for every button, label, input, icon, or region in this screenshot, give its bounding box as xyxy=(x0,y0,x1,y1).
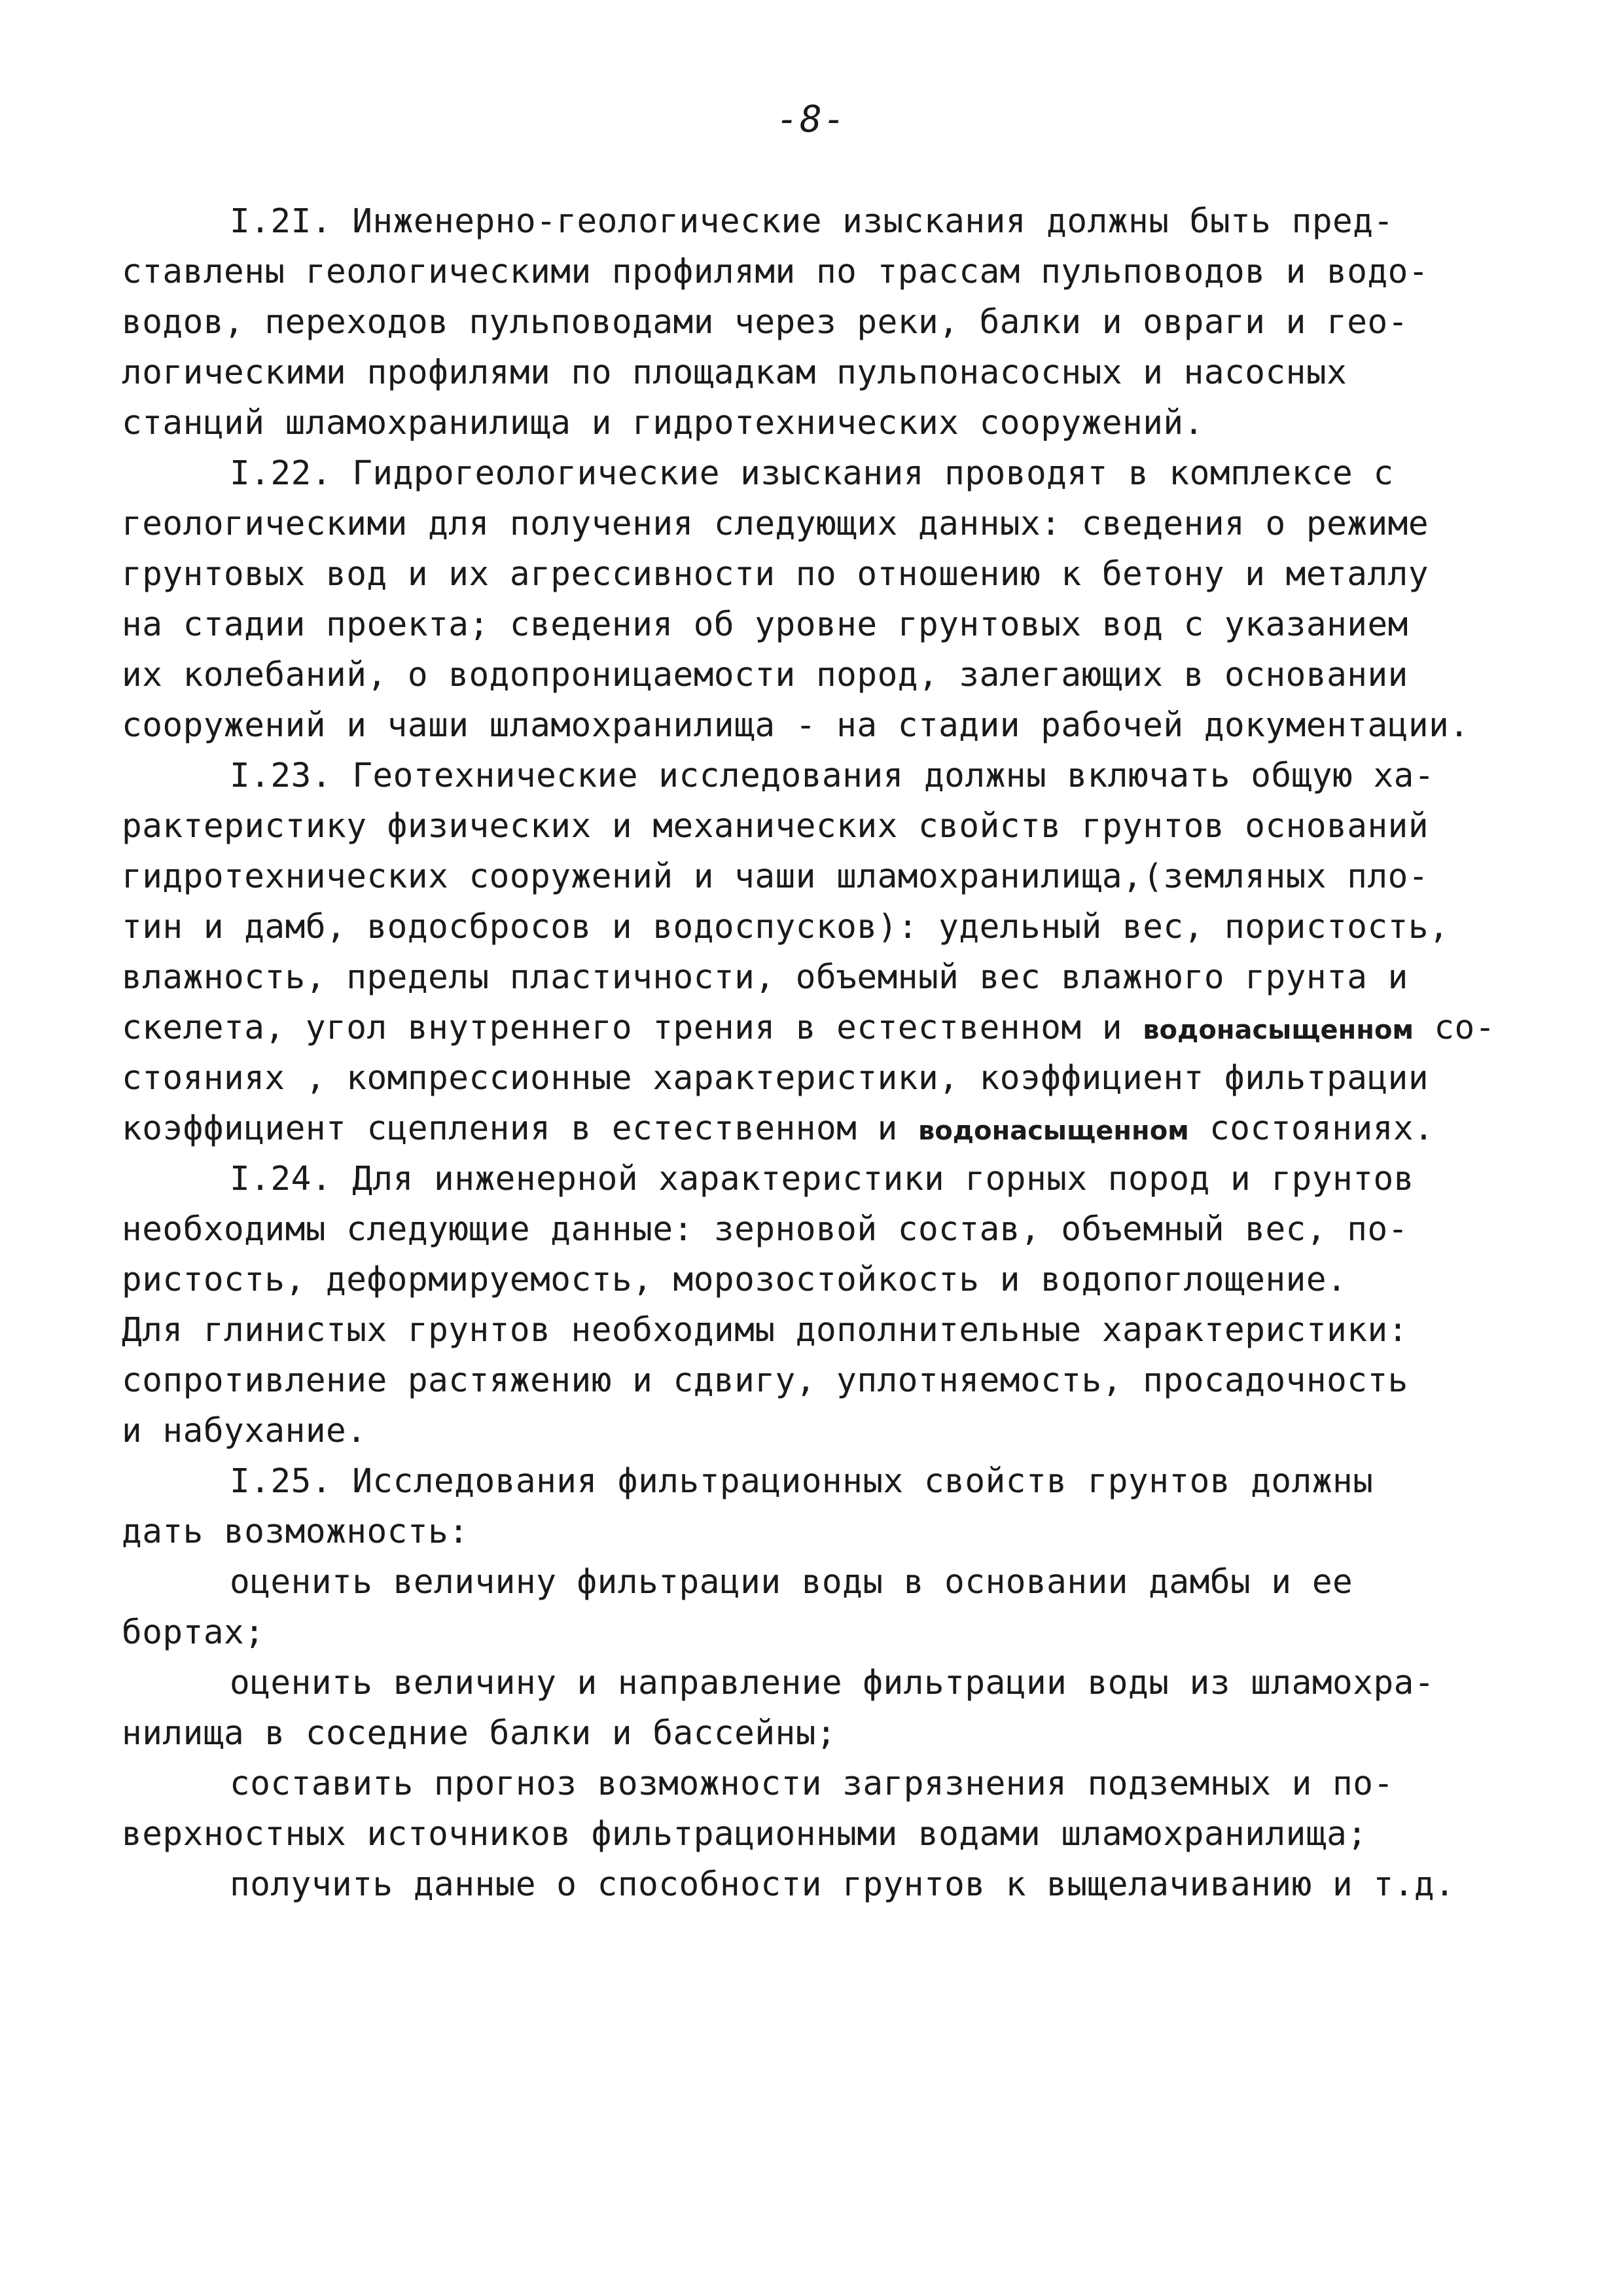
line-text: I.25. Исследования фильтрационных свойств грунтов должны xyxy=(230,1462,1374,1501)
line-text: ристость, деформируемость, морозостойкость и водопоглощение. xyxy=(122,1261,1347,1299)
text-line xyxy=(122,1406,1516,1456)
text-line xyxy=(122,549,1516,600)
line-text-continuation: состояниях. xyxy=(1188,1109,1435,1148)
text-line xyxy=(122,600,1516,650)
line-text: их колебаний, о водопроницаемости пород, залегающих в основании xyxy=(122,656,1408,694)
text-line xyxy=(122,196,1516,247)
line-text: водов, переходов пульповодами через реки, балки и овраги и гео- xyxy=(122,303,1408,342)
line-text: станций шламохранилища и гидротехнических сооружений. xyxy=(122,404,1204,442)
line-text-continuation: со- xyxy=(1414,1009,1495,1047)
text-line xyxy=(122,1607,1516,1658)
text-line xyxy=(122,1759,1516,1809)
line-text: коэффициент сцепления в естественном и xyxy=(122,1109,918,1148)
line-text: дать возможность: xyxy=(122,1513,469,1551)
line-text: I.24. Для инженерной характеристики горных пород и грунтов xyxy=(230,1160,1414,1198)
text-line xyxy=(122,1456,1516,1507)
text-line xyxy=(122,751,1516,801)
page-number: -8- xyxy=(776,98,847,141)
line-text: I.23. Геотехнические исследования должны включать общую ха- xyxy=(230,757,1435,795)
line-text: Для глинистых грунтов необходимы дополнительные характеристики: xyxy=(122,1311,1408,1350)
text-line xyxy=(122,700,1516,751)
text-line xyxy=(122,297,1516,348)
text-line xyxy=(122,1255,1516,1305)
line-text: I.22. Гидрогеологические изыскания проводят в комплексе с xyxy=(230,454,1394,493)
line-text: верхностных источников фильтрационными водами шламохранилища; xyxy=(122,1815,1368,1854)
text-line xyxy=(122,499,1516,549)
handwritten-insertion: водонасыщенном xyxy=(918,1116,1189,1146)
line-text: необходимы следующие данные: зерновой состав, объемный вес, по- xyxy=(122,1210,1408,1249)
text-line xyxy=(122,398,1516,448)
line-text: скелета, угол внутреннего трения в естественном и xyxy=(122,1009,1143,1047)
body-text xyxy=(122,196,1516,1910)
line-text: сооружений и чаши шламохранилища - на стадии рабочей документации. xyxy=(122,706,1470,745)
text-line xyxy=(122,650,1516,700)
text-line xyxy=(122,1355,1516,1406)
text-line xyxy=(122,1103,1516,1154)
text-line xyxy=(122,448,1516,499)
text-line xyxy=(122,852,1516,902)
line-text: оценить величину фильтрации воды в основании дамбы и ее xyxy=(230,1563,1353,1602)
text-line xyxy=(122,247,1516,297)
line-text: и набухание. xyxy=(122,1412,367,1450)
line-text: бортах; xyxy=(122,1613,265,1652)
text-line xyxy=(122,348,1516,398)
line-text: составить прогноз возможности загрязнения подземных и по- xyxy=(230,1765,1394,1803)
line-text: грунтовых вод и их агрессивности по отношению к бетону и металлу xyxy=(122,555,1429,594)
line-text: геологическими для получения следующих данных: сведения о режиме xyxy=(122,505,1429,543)
line-text: сопротивление растяжению и сдвигу, уплотняемость, просадочность xyxy=(122,1361,1408,1400)
line-text: стояниях , компрессионные характеристики, коэффициент фильтрации xyxy=(122,1059,1429,1098)
text-line xyxy=(122,1204,1516,1255)
handwritten-insertion: водонасыщенном xyxy=(1143,1015,1414,1045)
text-line xyxy=(122,1003,1516,1053)
line-text: на стадии проекта; сведения об уровне грунтовых вод с указанием xyxy=(122,605,1408,644)
text-line xyxy=(122,1658,1516,1708)
text-line xyxy=(122,902,1516,952)
line-text: логичеcкими профилями по площадкам пульпонасосных и насосных xyxy=(122,353,1347,392)
text-line xyxy=(122,1507,1516,1557)
text-line xyxy=(122,1859,1516,1910)
text-line xyxy=(122,1305,1516,1355)
text-line xyxy=(122,1708,1516,1759)
text-line xyxy=(122,1053,1516,1103)
text-line xyxy=(122,1809,1516,1859)
line-text: оценить величину и направление фильтрации воды из шламохра- xyxy=(230,1664,1435,1702)
text-line xyxy=(122,1154,1516,1204)
text-line xyxy=(122,952,1516,1003)
line-text: рактеристику физических и механических свойств грунтов оснований xyxy=(122,807,1429,846)
line-text: получить данные о способности грунтов к выщелачиванию и т.д. xyxy=(230,1865,1455,1904)
text-line xyxy=(122,801,1516,852)
line-text: гидротехнических сооружений и чаши шламохранилища,(земляных пло- xyxy=(122,857,1429,896)
line-text: ставлены геологическими профилями по трассам пульповодов и водо- xyxy=(122,253,1429,291)
line-text: нилища в соседние балки и бассейны; xyxy=(122,1714,837,1753)
line-text: тин и дамб, водосбросов и водоспусков): удельный вес, пористость, xyxy=(122,908,1450,946)
line-text: влажность, пределы пластичности, объемный вес влажного грунта и xyxy=(122,958,1408,997)
text-line xyxy=(122,1557,1516,1607)
line-text: I.2I. Инженерно-геологические изыскания должны быть пред- xyxy=(230,202,1394,241)
